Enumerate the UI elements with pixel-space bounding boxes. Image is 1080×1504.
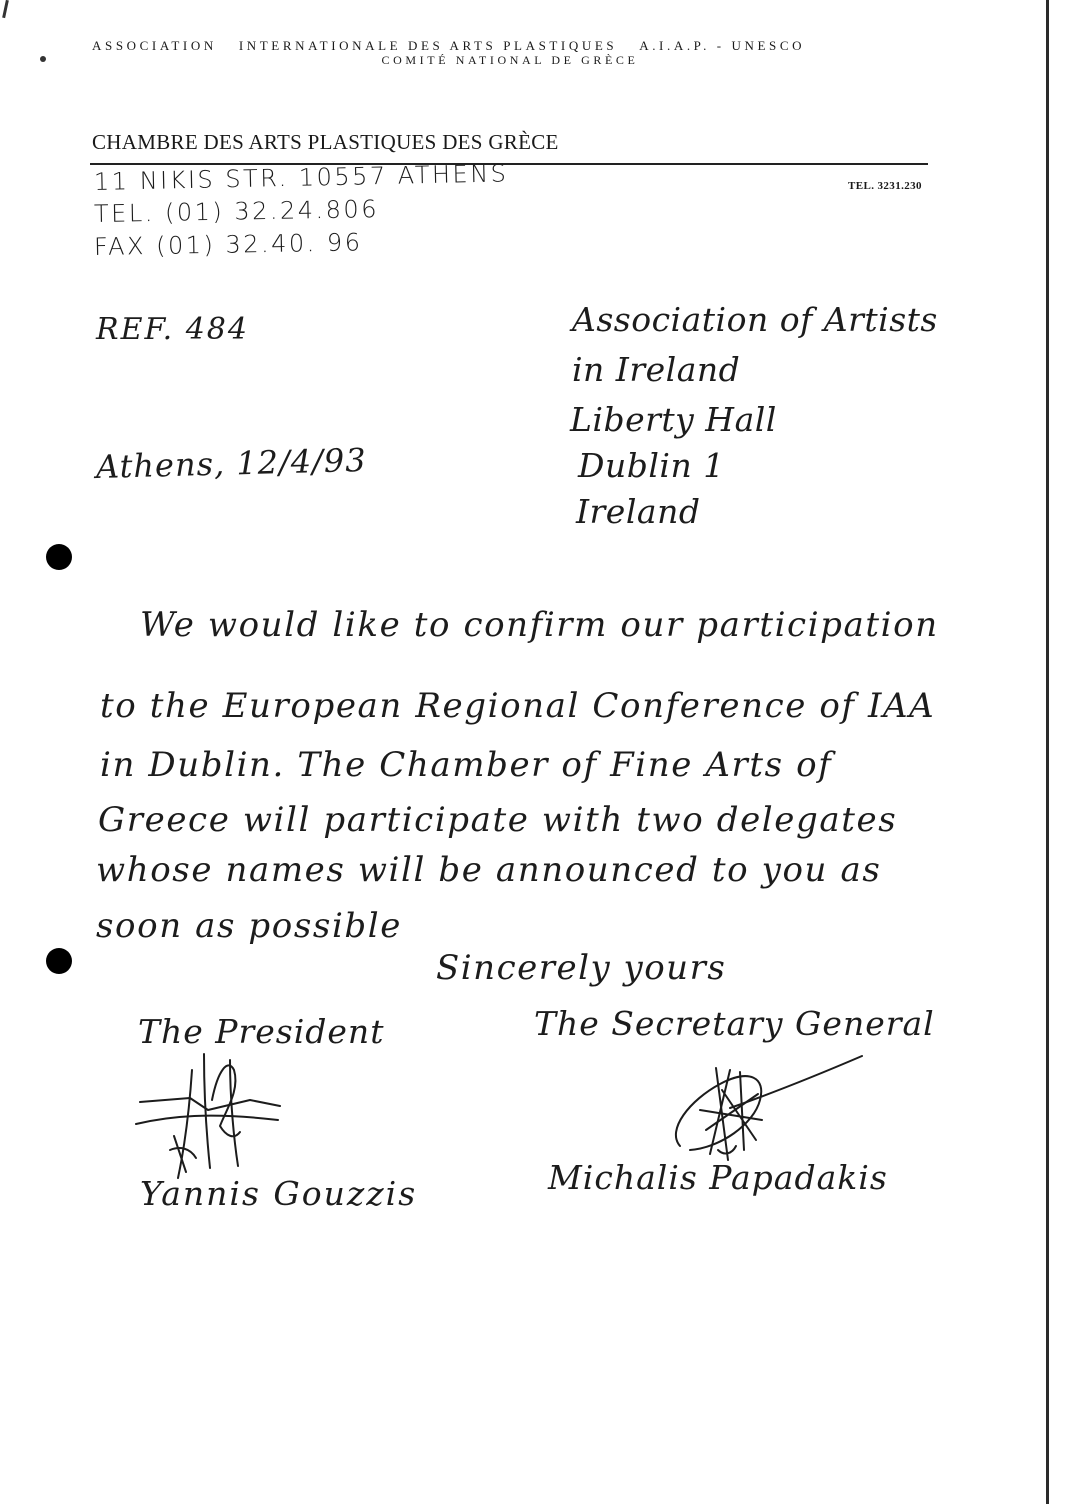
scan-mark [2, 0, 9, 18]
body-line-6: soon as possible [96, 906, 402, 946]
letter-date: Athens, 12/4/93 [95, 440, 368, 486]
president-title: The President [138, 1012, 385, 1051]
sender-address-line-1: 11 NIKIS STR. 10557 ATHENS [93, 159, 509, 196]
body-line-5: whose names will be announced to you as [96, 850, 882, 890]
punch-hole-bottom [46, 948, 72, 974]
recipient-line-1: Association of Artists [572, 300, 938, 339]
letterhead-internationale: INTERNATIONALE DES ARTS PLASTIQUES [238, 38, 618, 53]
punch-hole-top [46, 544, 72, 570]
president-name: Yannis Gouzzis [140, 1174, 418, 1213]
body-line-3: in Dublin. The Chamber of Fine Arts of [100, 745, 833, 785]
body-line-1: We would like to confirm our participation [140, 605, 939, 645]
president-signature [130, 1040, 300, 1190]
secretary-signature [670, 1050, 870, 1170]
recipient-line-2: in Ireland [572, 350, 741, 389]
body-line-4: Greece will participate with two delegates [98, 800, 898, 840]
sender-address-line-2: TEL. (01) 32.24.806 [93, 195, 380, 228]
body-line-2: to the European Regional Conference of IAA [100, 686, 936, 726]
letterhead-printed-tel: TEL. 3231.230 [848, 180, 922, 192]
closing-salutation: Sincerely yours [436, 948, 727, 988]
letterhead-line-1 [92, 38, 932, 54]
letterhead-aiap-unesco: A.I.A.P. - UNESCO [639, 38, 806, 53]
recipient-line-3: Liberty Hall [570, 400, 777, 439]
page-edge-line [1046, 0, 1049, 1504]
reference-number: REF. 484 [96, 312, 249, 347]
letterhead-chamber: CHAMBRE DES ARTS PLASTIQUES DES GRÈCE [92, 130, 559, 154]
letterhead-committee: COMITÉ NATIONAL DE GRÈCE [381, 53, 639, 67]
secretary-name: Michalis Papadakis [548, 1158, 888, 1197]
secretary-title: The Secretary General [534, 1004, 935, 1043]
sender-address-line-3: FAX (01) 32.40. 96 [93, 228, 363, 261]
recipient-line-4: Dublin 1 [578, 446, 725, 485]
recipient-line-5: Ireland [576, 492, 701, 531]
letterhead-association: ASSOCIATION [92, 38, 217, 53]
